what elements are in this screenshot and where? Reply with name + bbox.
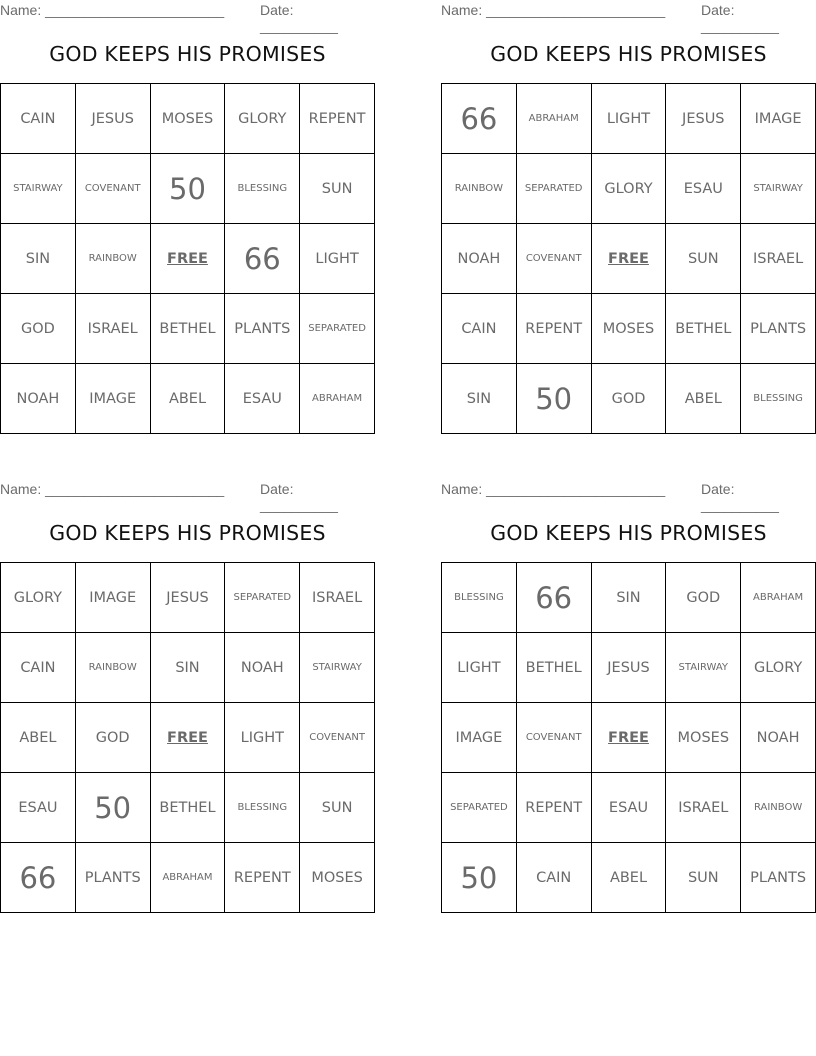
bingo-card-bottom-right [441, 479, 816, 919]
bingo-cell: GLORY [225, 84, 300, 154]
bingo-cell: 50 [76, 773, 151, 843]
bingo-cell: SIN [151, 633, 226, 703]
bingo-cell: STAIRWAY [666, 633, 741, 703]
bingo-cell: REPENT [300, 84, 375, 154]
bingo-card-top-right [441, 0, 816, 440]
bingo-cell: LIGHT [225, 703, 300, 773]
bingo-cell: RAINBOW [76, 633, 151, 703]
name-field-label: Name: _______________________ [0, 2, 225, 18]
name-field-label: Name: _______________________ [441, 2, 666, 18]
bingo-cell: SUN [300, 773, 375, 843]
card-header [441, 2, 816, 34]
card-title: GOD KEEPS HIS PROMISES [490, 521, 767, 545]
bingo-cell: ABRAHAM [741, 563, 816, 633]
bingo-cell: ISRAEL [300, 563, 375, 633]
bingo-cell: MOSES [300, 843, 375, 913]
bingo-cell: RAINBOW [442, 154, 517, 224]
bingo-cell: ABEL [151, 364, 226, 434]
bingo-cell: BLESSING [225, 773, 300, 843]
card-title: GOD KEEPS HIS PROMISES [49, 42, 326, 66]
bingo-cell: SIN [1, 224, 76, 294]
bingo-cell: SIN [442, 364, 517, 434]
bingo-cell: IMAGE [741, 84, 816, 154]
bingo-cell: COVENANT [517, 703, 592, 773]
bingo-cell: PLANTS [76, 843, 151, 913]
bingo-cell: CAIN [442, 294, 517, 364]
free-space-cell: FREE [151, 703, 226, 773]
date-field-label: Date: __________ [260, 481, 338, 513]
bingo-cell: SEPARATED [517, 154, 592, 224]
bingo-cell: LIGHT [442, 633, 517, 703]
bingo-cell: BETHEL [666, 294, 741, 364]
bingo-cell: BLESSING [442, 563, 517, 633]
bingo-cell: STAIRWAY [300, 633, 375, 703]
bingo-cell: SIN [592, 563, 667, 633]
bingo-cell: SEPARATED [225, 563, 300, 633]
bingo-cell: ABRAHAM [517, 84, 592, 154]
bingo-cell: STAIRWAY [741, 154, 816, 224]
bingo-cell: REPENT [517, 294, 592, 364]
bingo-grid [0, 562, 375, 913]
bingo-cell: GOD [592, 364, 667, 434]
date-field-label: Date: __________ [701, 481, 779, 513]
bingo-cell: REPENT [225, 843, 300, 913]
bingo-cell: PLANTS [225, 294, 300, 364]
bingo-cell: PLANTS [741, 294, 816, 364]
bingo-cell: JESUS [76, 84, 151, 154]
bingo-cell: JESUS [151, 563, 226, 633]
bingo-cell: CAIN [1, 633, 76, 703]
bingo-cell: BLESSING [225, 154, 300, 224]
card-header [441, 481, 816, 513]
bingo-cell: ABRAHAM [300, 364, 375, 434]
bingo-cell: IMAGE [76, 364, 151, 434]
free-space-cell: FREE [592, 224, 667, 294]
bingo-cell: ABEL [1, 703, 76, 773]
bingo-cell: ABEL [592, 843, 667, 913]
bingo-cell: NOAH [225, 633, 300, 703]
bingo-cell: RAINBOW [76, 224, 151, 294]
bingo-cell: IMAGE [442, 703, 517, 773]
bingo-cell: IMAGE [76, 563, 151, 633]
bingo-cell: SUN [300, 154, 375, 224]
bingo-card-top-left [0, 0, 375, 440]
bingo-cell: STAIRWAY [1, 154, 76, 224]
bingo-cell: MOSES [666, 703, 741, 773]
bingo-cell: ABRAHAM [151, 843, 226, 913]
card-title: GOD KEEPS HIS PROMISES [490, 42, 767, 66]
free-space-cell: FREE [151, 224, 226, 294]
bingo-cell: MOSES [151, 84, 226, 154]
bingo-cell: SEPARATED [442, 773, 517, 843]
bingo-cell: NOAH [442, 224, 517, 294]
bingo-cell: BETHEL [151, 294, 226, 364]
free-space-cell: FREE [592, 703, 667, 773]
bingo-cell: ABEL [666, 364, 741, 434]
name-field-label: Name: _______________________ [0, 481, 225, 497]
bingo-cell: 66 [1, 843, 76, 913]
bingo-cell: RAINBOW [741, 773, 816, 843]
bingo-cell: BLESSING [741, 364, 816, 434]
bingo-cell: ESAU [592, 773, 667, 843]
bingo-cell: MOSES [592, 294, 667, 364]
bingo-cell: LIGHT [592, 84, 667, 154]
bingo-cell: 66 [517, 563, 592, 633]
bingo-cell: GOD [76, 703, 151, 773]
date-field-label: Date: __________ [701, 2, 779, 34]
bingo-cell: GOD [1, 294, 76, 364]
bingo-cell: GLORY [741, 633, 816, 703]
bingo-cell: ISRAEL [666, 773, 741, 843]
bingo-cell: COVENANT [76, 154, 151, 224]
bingo-cell: ESAU [666, 154, 741, 224]
bingo-cell: 66 [442, 84, 517, 154]
bingo-cell: JESUS [666, 84, 741, 154]
card-header [0, 2, 375, 34]
bingo-cell: ESAU [1, 773, 76, 843]
bingo-cell: SUN [666, 224, 741, 294]
bingo-card-bottom-left [0, 479, 375, 919]
bingo-cell: ISRAEL [76, 294, 151, 364]
bingo-grid [441, 83, 816, 434]
bingo-cell: SUN [666, 843, 741, 913]
bingo-cell: 50 [442, 843, 517, 913]
name-field-label: Name: _______________________ [441, 481, 666, 497]
bingo-cell: 66 [225, 224, 300, 294]
bingo-cell: NOAH [741, 703, 816, 773]
bingo-cell: NOAH [1, 364, 76, 434]
bingo-cell: CAIN [1, 84, 76, 154]
card-header [0, 481, 375, 513]
bingo-cell: SEPARATED [300, 294, 375, 364]
bingo-cell: BETHEL [517, 633, 592, 703]
bingo-cell: 50 [517, 364, 592, 434]
bingo-cell: ISRAEL [741, 224, 816, 294]
bingo-cell: PLANTS [741, 843, 816, 913]
date-field-label: Date: __________ [260, 2, 338, 34]
bingo-cell: GLORY [592, 154, 667, 224]
bingo-cell: COVENANT [300, 703, 375, 773]
bingo-grid [441, 562, 816, 913]
bingo-cell: BETHEL [151, 773, 226, 843]
bingo-cell: GOD [666, 563, 741, 633]
bingo-cell: 50 [151, 154, 226, 224]
bingo-cell: CAIN [517, 843, 592, 913]
bingo-cell: JESUS [592, 633, 667, 703]
bingo-grid [0, 83, 375, 434]
bingo-cell: REPENT [517, 773, 592, 843]
bingo-cell: LIGHT [300, 224, 375, 294]
bingo-cell: GLORY [1, 563, 76, 633]
card-title: GOD KEEPS HIS PROMISES [49, 521, 326, 545]
bingo-cell: COVENANT [517, 224, 592, 294]
bingo-cell: ESAU [225, 364, 300, 434]
